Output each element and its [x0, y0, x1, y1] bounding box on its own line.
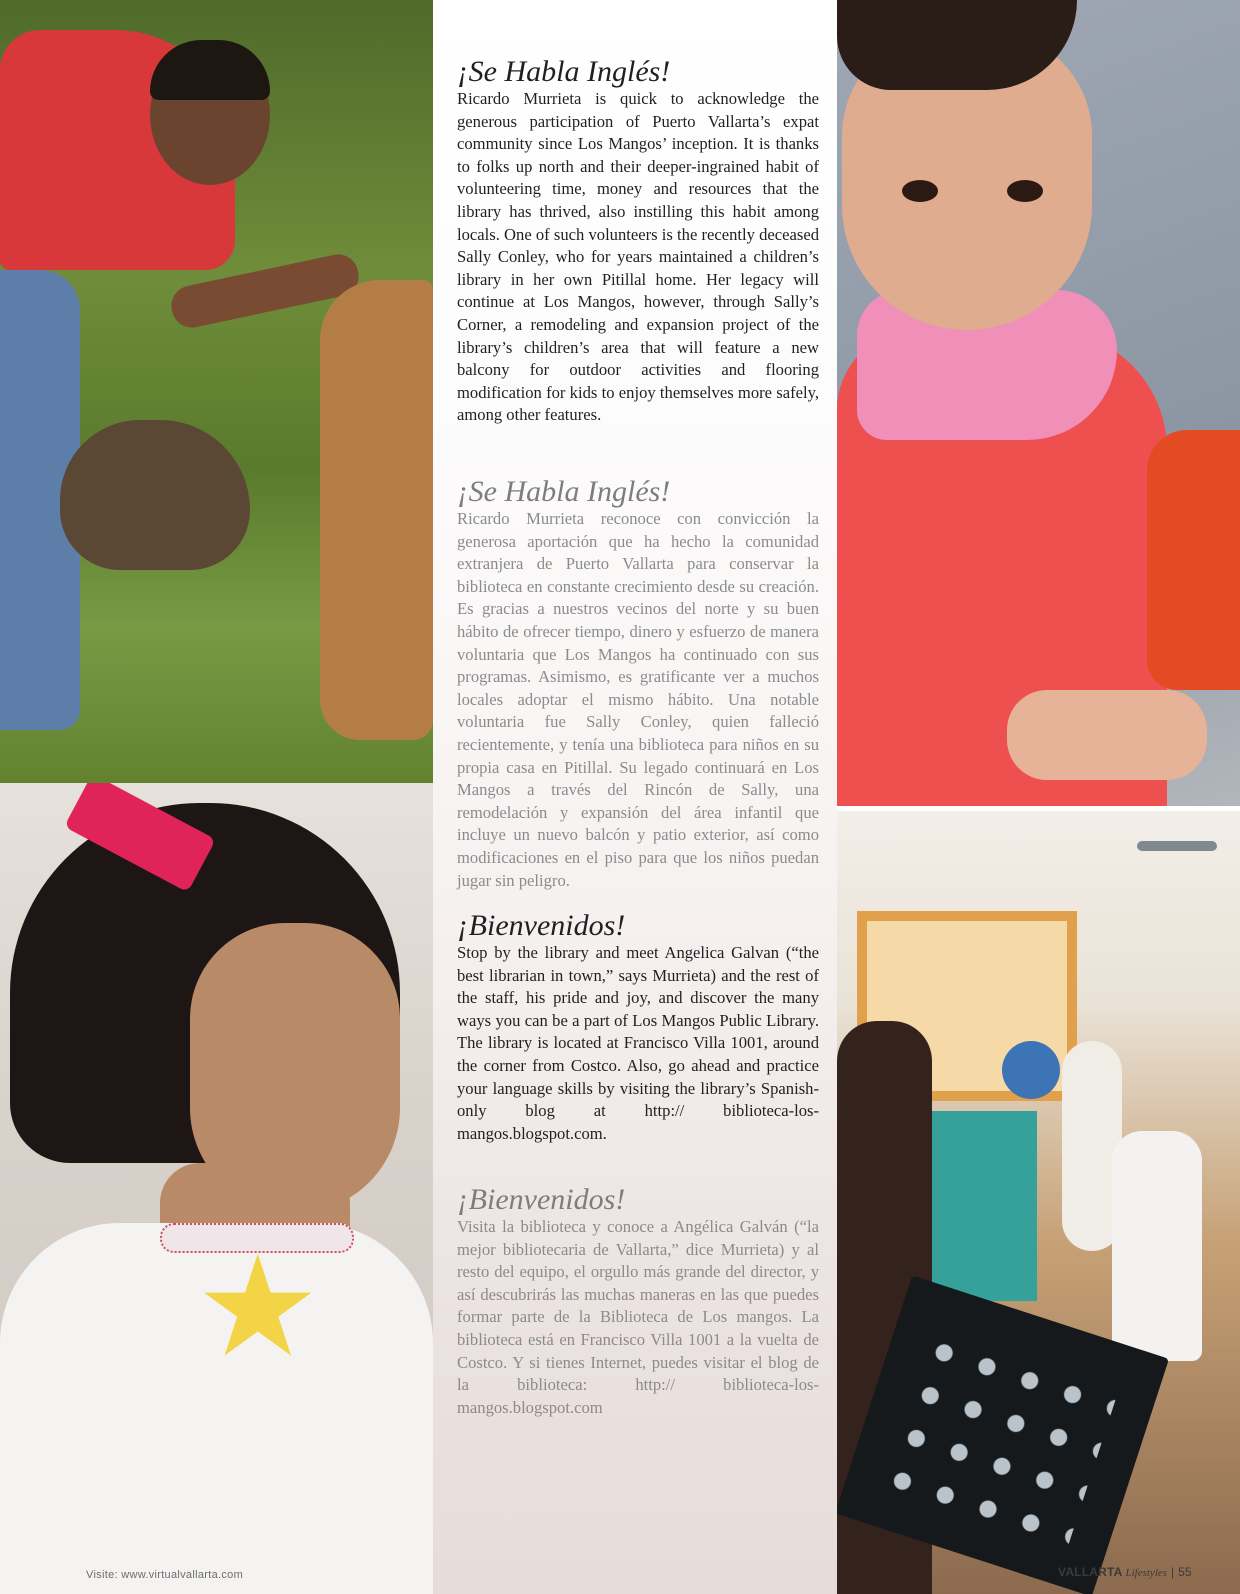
- section-spanish-welcome: [457, 1184, 819, 1419]
- magazine-brand: VALLARTA: [1058, 1565, 1123, 1579]
- photo-child-right-eye: [1007, 180, 1043, 202]
- photo-dark-dog: [60, 420, 250, 570]
- section-spanish-intro: [457, 476, 819, 892]
- page-number: 55: [1178, 1565, 1192, 1579]
- photo-library-room: [837, 811, 1240, 1594]
- section-body: Stop by the library and meet Angelica Galvan (“the best librarian in town,” says Murrieta) and the rest of the staff, his pride and joy, and discover the many ways you can be a part of Los Mangos Public Library. The library is located at Francisco Villa 1001, around the corner from Costco. Also, go ahead and practice your language skills by visiting the library’s Spanish-only blog at http:// biblioteca-los-mangos.blogspot.com.: [457, 943, 819, 1143]
- section-body: Visita la biblioteca y conoce a Angélica Galván (“la mejor bibliotecaria de Vallarta,” dice Murrieta) y al resto del equipo, el orgullo más grande del director, y así descubrirás las muchas maneras en las que puedes formar parte de la Biblioteca de Los mangos. La biblioteca está en Francisco Villa 1001 a la vuelta de Costco. Y si tienes Internet, puedes visitar el blog de la biblioteca: http:// biblioteca-los-mangos.blogspot.com: [457, 1217, 819, 1417]
- photo-boy-with-dogs: [0, 0, 433, 783]
- globe-icon: [1002, 1041, 1060, 1099]
- section-english-welcome: [457, 910, 819, 1145]
- magazine-subbrand: Lifestyles: [1125, 1567, 1168, 1579]
- article-text-column: [433, 0, 837, 1594]
- section-heading: ¡Se Habla Inglés!: [457, 475, 671, 508]
- photo-child-chair: [1147, 430, 1240, 690]
- photo-child-hands: [1007, 690, 1207, 780]
- photo-tan-dog: [320, 280, 433, 740]
- footer-brand: [1058, 1565, 1192, 1579]
- section-heading: ¡Bienvenidos!: [457, 909, 626, 942]
- photo-library-white-dress: [1112, 1131, 1202, 1361]
- section-body: Ricardo Murrieta is quick to acknowledge the generous participation of Puerto Vallarta’s expat community since Los Mangos’ inception. It is thanks to folks up north and their deeper-ingrained habit of volunteering time, money and resources that the library has thrived, also instilling this habit among locals. One of such volunteers is the recently deceased Sally Conley, who for years maintained a children’s library in her own Pitillal home. Her legacy will continue at Los Mangos, however, through Sally’s Corner, a remodeling and expansion project of the library’s children’s area that will feature a new balcony for outdoor activities and flooring modification for kids to enjoy themselves more safely, among other features.: [457, 89, 819, 425]
- photo-girl-with-ribbon: [0, 783, 433, 1594]
- ceiling-fan-icon: [1137, 841, 1217, 851]
- section-heading: ¡Se Habla Inglés!: [457, 55, 671, 88]
- footer-website-link[interactable]: Visite: www.virtualvallarta.com: [86, 1569, 244, 1581]
- section-heading: ¡Bienvenidos!: [457, 1183, 626, 1216]
- photo-child-left-eye: [902, 180, 938, 202]
- section-english-intro: [457, 56, 819, 427]
- photo-little-girl: [837, 0, 1240, 806]
- section-body: Ricardo Murrieta reconoce con convicción la generosa aportación que ha hecho la comunidad extranjera de Puerto Vallarta para conservar la biblioteca en constante crecimiento desde su creación. Es gracias a nuestros vecinos del norte y su buen hábito de ofrecer tiempo, dinero y esfuerzo de manera voluntaria que Los Mangos ha continuado con sus programas. Asimismo, es gratificante ver a muchos locales adoptar el mismo hábito. Una notable voluntaria fue Sally Conley, quien falleció recientemente, y tenía una biblioteca para niños en su propia casa en Pitillal. Su legado continuará en Los Mangos a través del Rincón de Sally, una remodelación y expansión del área infantil que incluye un nuevo balcón y patio exterior, así como modificaciones en el piso para que los niños puedan jugar sin peligro.: [457, 509, 819, 890]
- footer-separator: |: [1171, 1565, 1175, 1579]
- star-icon: ★: [195, 1226, 321, 1389]
